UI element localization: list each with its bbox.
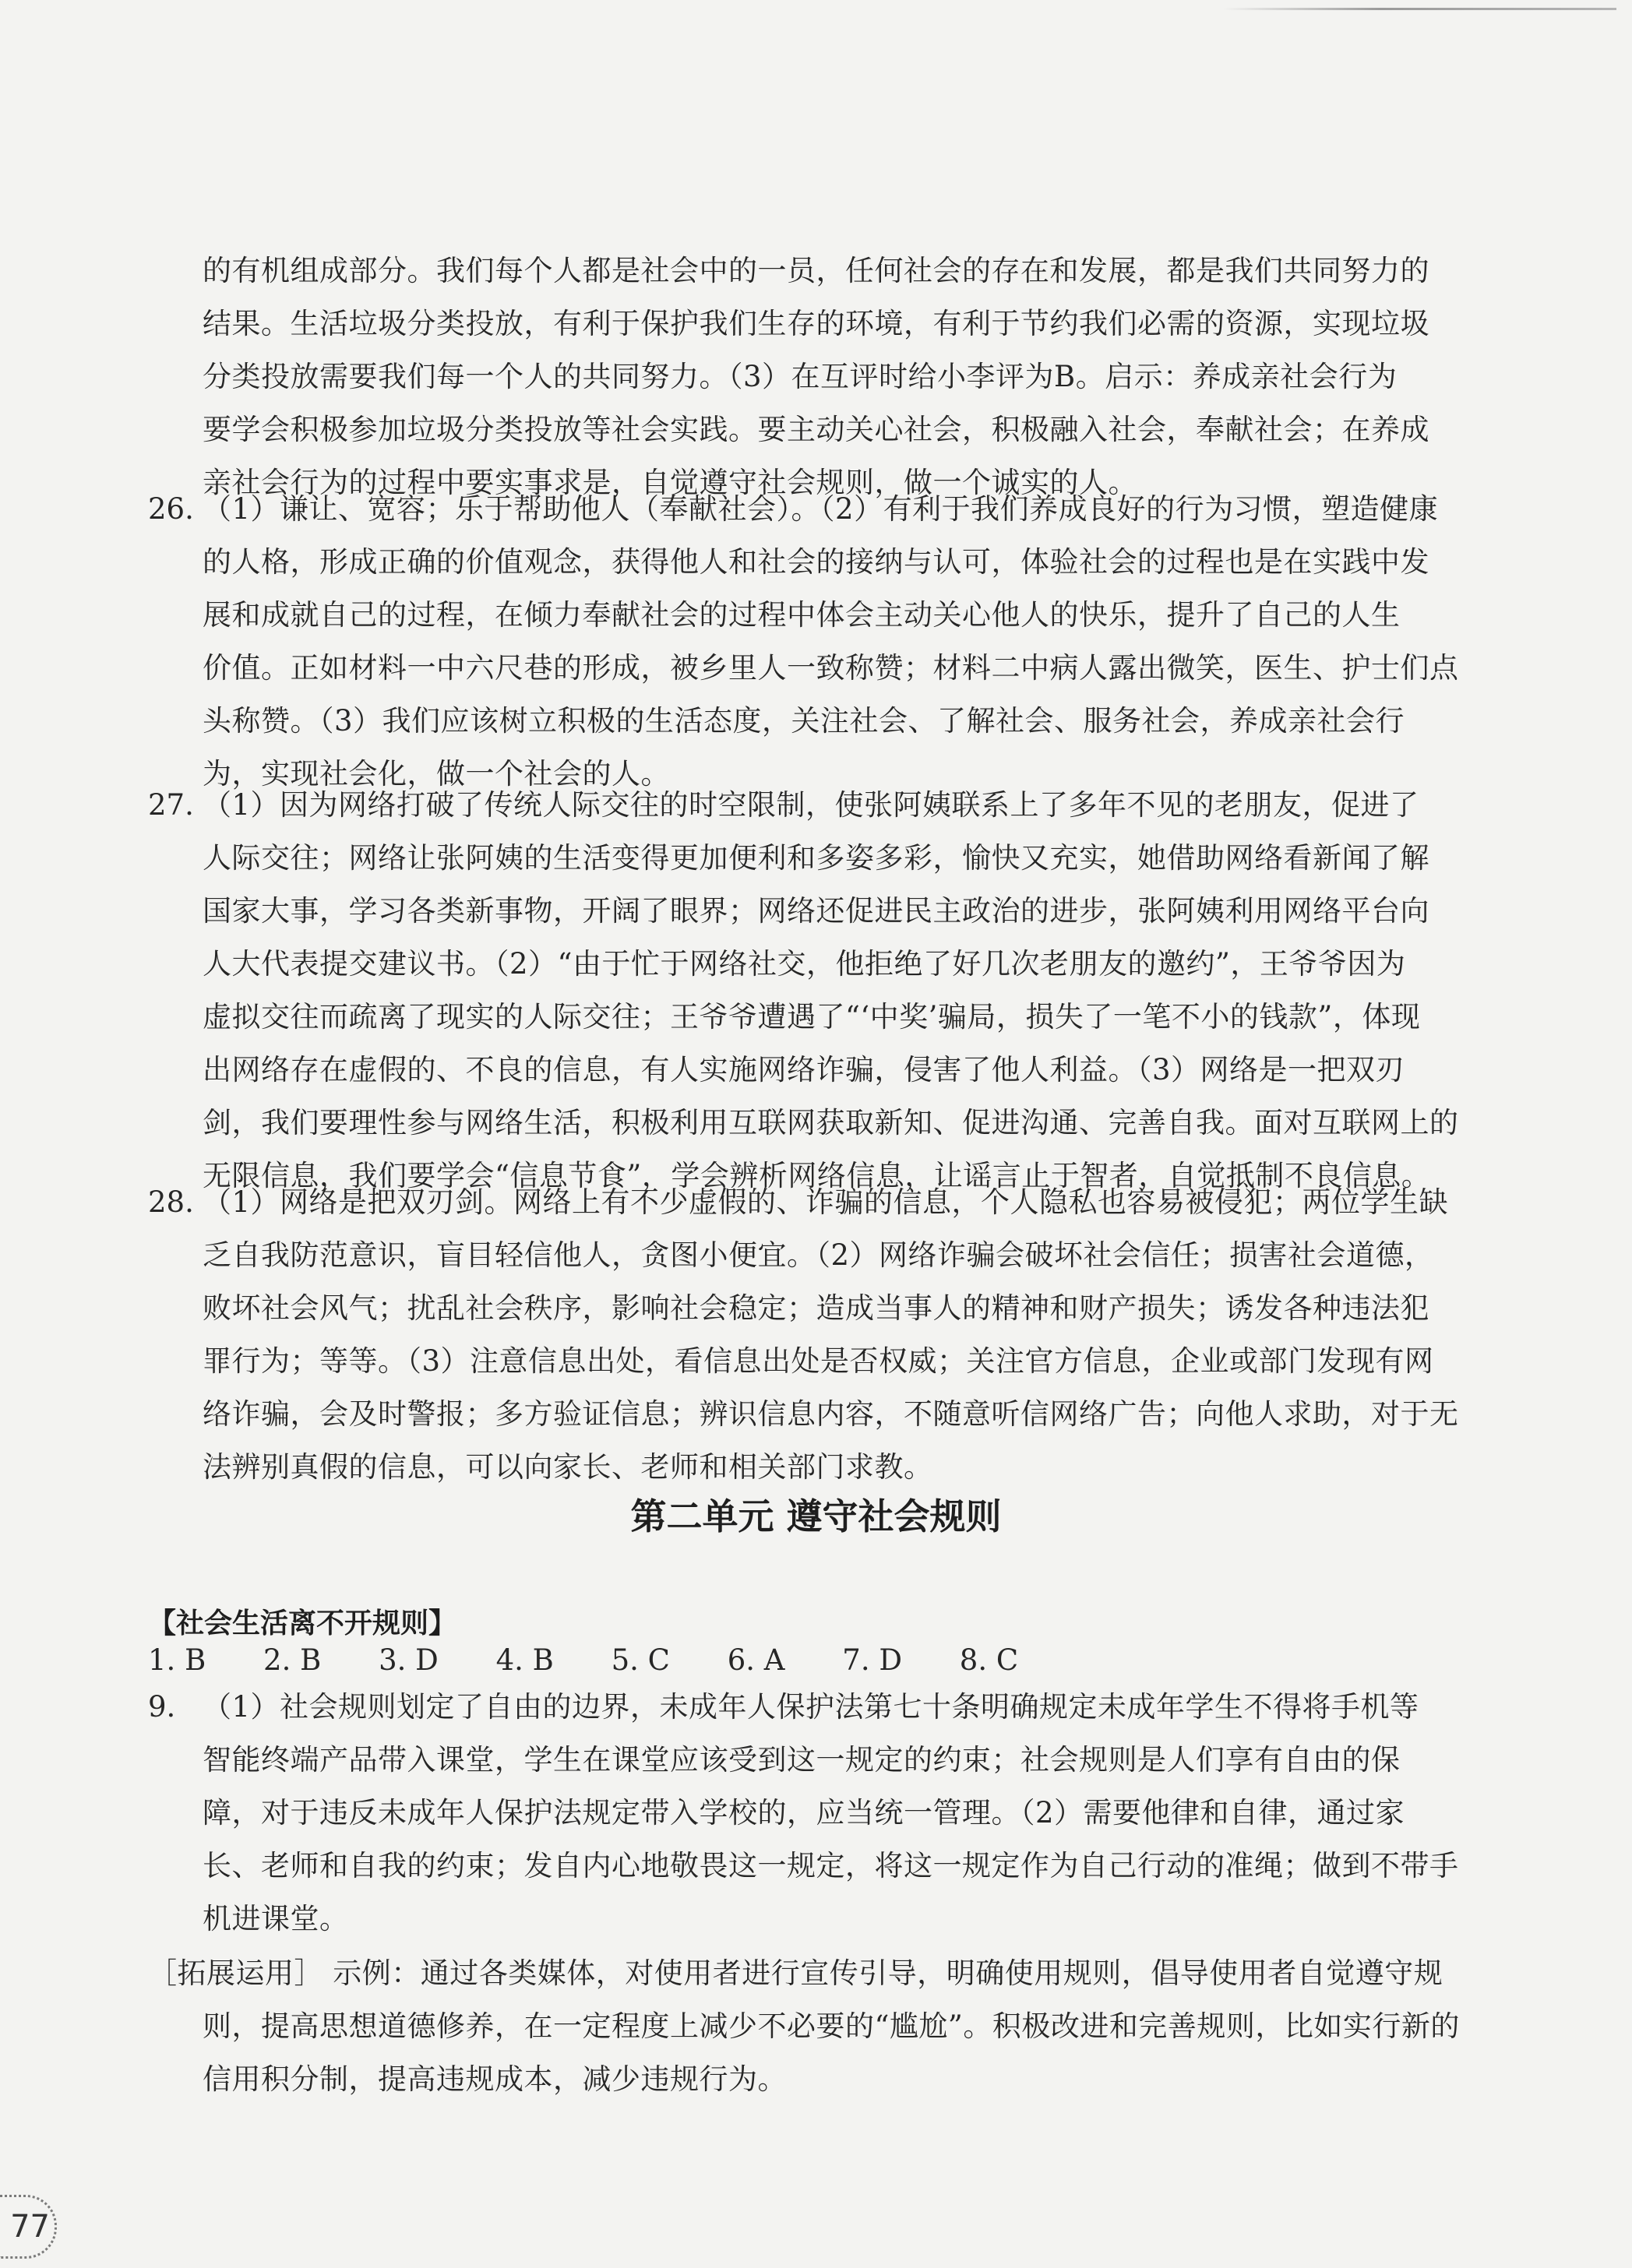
answer-line: 虚拟交往而疏离了现实的人际交往；王爷爷遭遇了“‘中奖’骗局，损失了一笔不小的钱款”，体现 bbox=[203, 1000, 1421, 1034]
answer-line: 为，实现社会化，做一个社会的人。 bbox=[203, 757, 670, 791]
answer-line: 无限信息，我们要学会“信息节食”，学会辨析网络信息，让谣言止于智者，自觉抵制不良信息。 bbox=[203, 1159, 1431, 1192]
choice-answer: 8. C bbox=[959, 1643, 1019, 1677]
answer-number: 28. bbox=[148, 1185, 194, 1219]
answer-number: 27. bbox=[148, 788, 194, 822]
answer-line: 络诈骗，会及时警报；多方验证信息；辨识信息内容，不随意听信网络广告；向他人求助，对于无 bbox=[203, 1397, 1459, 1431]
extension-line: 则，提高思想道德修养，在一定程度上减少不必要的“尴尬”。积极改进和完善规则，比如实行新的 bbox=[203, 2009, 1460, 2043]
extension-line: 信用积分制，提高违规成本，减少违规行为。 bbox=[203, 2062, 787, 2096]
choice-answer: 7. D bbox=[842, 1643, 903, 1677]
choice-answer: 3. D bbox=[379, 1643, 439, 1677]
answer-line: 的人格，形成正确的价值观念，获得他人和社会的接纳与认可，体验社会的过程也是在实践中发 bbox=[203, 545, 1429, 579]
answer-line: 出网络存在虚假的、不良的信息，有人实施网络诈骗，侵害了他人利益。（3）网络是一把双刃 bbox=[203, 1053, 1405, 1086]
answer-line: 机进课堂。 bbox=[203, 1902, 349, 1935]
choice-answer: 2. B bbox=[263, 1643, 322, 1677]
answer-line: （1）社会规则划定了自由的边界，未成年人保护法第七十条明确规定未成年学生不得将手机等 bbox=[203, 1690, 1419, 1724]
answer-line: （1）因为网络打破了传统人际交往的时空限制，使张阿姨联系上了多年不见的老朋友，促进了 bbox=[203, 788, 1419, 822]
answer-line: 智能终端产品带入课堂，学生在课堂应该受到这一规定的约束；社会规则是人们享有自由的保 bbox=[203, 1743, 1401, 1777]
answer-line: 头称赞。（3）我们应该树立积极的生活态度，关注社会、了解社会、服务社会，养成亲社会行 bbox=[203, 704, 1405, 738]
answer-line: （1）谦让、宽容；乐于帮助他人（奉献社会）。（2）有利于我们养成良好的行为习惯，塑造健康 bbox=[203, 492, 1439, 526]
choice-answer: 5. C bbox=[611, 1643, 670, 1677]
answer-line: 败坏社会风气；扰乱社会秩序，影响社会稳定；造成当事人的精神和财产损失；诱发各种违法犯 bbox=[203, 1291, 1429, 1325]
top-rule bbox=[1223, 8, 1616, 10]
intro-line: 分类投放需要我们每一个人的共同努力。（3）在互评时给小李评为B。启示：养成亲社会行为 bbox=[203, 360, 1398, 393]
answer-line: 长、老师和自我的约束；发自内心地敬畏这一规定，将这一规定作为自己行动的准绳；做到不带手 bbox=[203, 1849, 1459, 1882]
lesson-title: 【社会生活离不开规则】 bbox=[148, 1608, 457, 1639]
answer-number: 26. bbox=[148, 492, 194, 526]
answer-line: 障，对于违反未成年人保护法规定带入学校的，应当统一管理。（2）需要他律和自律，通过家 bbox=[203, 1796, 1405, 1830]
intro-line: 要学会积极参加垃圾分类投放等社会实践。要主动关心社会，积极融入社会，奉献社会；在养成 bbox=[203, 413, 1429, 446]
answer-number: 9. bbox=[148, 1690, 176, 1724]
extension-line: ［拓展运用］ 示例：通过各类媒体，对使用者进行宣传引导，明确使用规则，倡导使用者自觉遵守规 bbox=[148, 1956, 1443, 1990]
answer-line: 价值。正如材料一中六尺巷的形成，被乡里人一致称赞；材料二中病人露出微笑，医生、护士们点 bbox=[203, 651, 1459, 685]
answer-line: 法辨别真假的信息，可以向家长、老师和相关部门求教。 bbox=[203, 1450, 933, 1484]
answer-line: 人大代表提交建议书。（2）“由于忙于网络社交，他拒绝了好几次老朋友的邀约”，王爷爷因为 bbox=[203, 947, 1406, 981]
answer-line: 罪行为；等等。（3）注意信息出处，看信息出处是否权威；关注官方信息，企业或部门发现有网 bbox=[203, 1344, 1434, 1378]
answer-line: 乏自我防范意识，盲目轻信他人，贪图小便宜。（2）网络诈骗会破坏社会信任；损害社会道德， bbox=[203, 1238, 1434, 1272]
intro-line: 结果。生活垃圾分类投放，有利于保护我们生存的环境，有利于节约我们必需的资源，实现垃圾 bbox=[203, 307, 1429, 340]
choice-answer: 4. B bbox=[495, 1643, 554, 1677]
answer-line: 剑，我们要理性参与网络生活，积极利用互联网获取新知、促进沟通、完善自我。面对互联网上的 bbox=[203, 1106, 1459, 1139]
choice-answer: 6. A bbox=[727, 1643, 785, 1677]
answer-line: （1）网络是把双刃剑。网络上有不少虚假的、诈骗的信息，个人隐私也容易被侵犯；两位学生缺 bbox=[203, 1185, 1449, 1219]
unit-title: 第二单元 遵守社会规则 bbox=[630, 1495, 1002, 1537]
answer-line: 展和成就自己的过程，在倾力奉献社会的过程中体会主动关心他人的快乐，提升了自己的人生 bbox=[203, 598, 1401, 632]
answer-line: 国家大事，学习各类新事物，开阔了眼界；网络还促进民主政治的进步，张阿姨利用网络平台向 bbox=[203, 894, 1429, 928]
answer-line: 人际交往；网络让张阿姨的生活变得更加便利和多姿多彩，愉快又充实，她借助网络看新闻了解 bbox=[203, 841, 1429, 875]
intro-line: 亲社会行为的过程中要实事求是，自觉遵守社会规则，做一个诚实的人。 bbox=[203, 466, 1137, 499]
multiple-choice-answers bbox=[148, 1634, 1066, 1687]
page-number: 77 bbox=[0, 2195, 57, 2259]
intro-line: 的有机组成部分。我们每个人都是社会中的一员，任何社会的存在和发展，都是我们共同努力的 bbox=[203, 254, 1429, 287]
choice-answer: 1. B bbox=[148, 1643, 206, 1677]
